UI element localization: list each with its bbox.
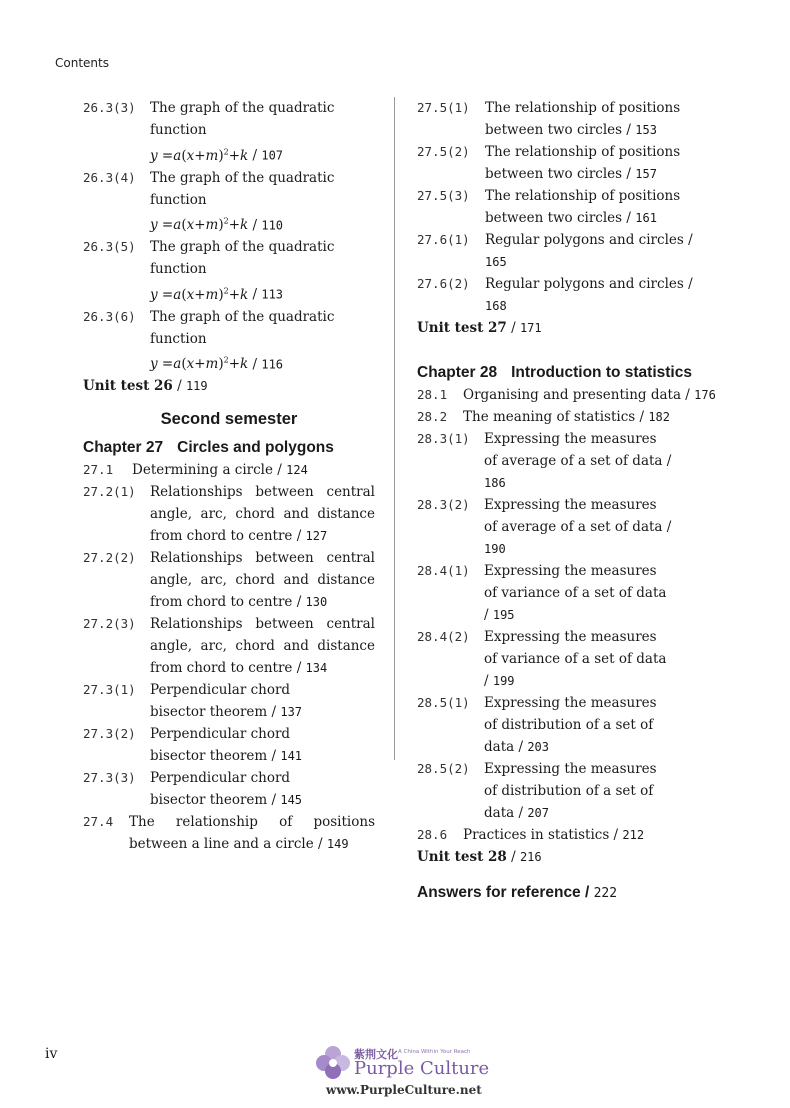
toc-entry-number: 28.1 bbox=[417, 387, 448, 402]
logo-chinese-text: 紫荆文化 bbox=[354, 1048, 398, 1061]
toc-entry[interactable]: 27.3(2) Perpendicular chord bisector theorem / 141 bbox=[83, 723, 375, 767]
toc-entry-page: 176 bbox=[694, 388, 716, 402]
toc-entry-number: 27.5(1) bbox=[417, 100, 470, 115]
chapter-number: Chapter 28 bbox=[417, 364, 498, 381]
toc-entry-page: 207 bbox=[527, 806, 549, 820]
toc-entry-page: 116 bbox=[261, 357, 284, 371]
toc-entry-number: 28.5(2) bbox=[417, 761, 470, 776]
toc-entry-title: Expressing the measures of distribution of a set of data bbox=[484, 695, 657, 755]
toc-entry-title: Relationships between central angle, arc, chord and distance from chord to centre bbox=[150, 616, 375, 676]
toc-entry-number: 28.4(2) bbox=[417, 629, 470, 644]
chapter-title: Introduction to statistics bbox=[511, 364, 692, 381]
toc-entry-number: 27.3(1) bbox=[83, 682, 136, 697]
toc-entry[interactable]: 28.6 Practices in statistics / 212 bbox=[417, 824, 717, 846]
formula: $y =a(x+m)^2+k$ bbox=[150, 216, 249, 233]
toc-entry-title: Determining a circle bbox=[132, 462, 273, 478]
answers-label: Answers for reference bbox=[417, 884, 581, 901]
page-header: Contents bbox=[55, 56, 109, 70]
toc-entry[interactable]: 28.3(2) Expressing the measures of average of a set of data / 190 bbox=[417, 494, 717, 560]
toc-entry-title: The graph of the quadratic function bbox=[150, 169, 335, 208]
toc-entry-number: 28.6 bbox=[417, 827, 448, 842]
toc-group-26-3 bbox=[83, 97, 375, 375]
toc-entry-number: 27.5(2) bbox=[417, 144, 470, 159]
toc-entry-page: 203 bbox=[527, 740, 549, 754]
logo-brand-name: Purple Culture bbox=[354, 1058, 490, 1079]
toc-entry-number: 27.3(3) bbox=[83, 770, 136, 785]
toc-right-column bbox=[417, 97, 717, 905]
toc-entry[interactable]: 26.3(6) The graph of the quadratic function $y =a(x+m)^2+k / 116$ bbox=[83, 306, 375, 376]
toc-entry[interactable]: 28.5(1) Expressing the measures of distribution of a set of data / 203 bbox=[417, 692, 717, 758]
toc-entry-page: 124 bbox=[286, 463, 308, 477]
toc-entry-title: Relationships between central angle, arc, chord and distance from chord to centre bbox=[150, 484, 375, 544]
chapter-27-heading[interactable] bbox=[83, 437, 375, 459]
formula: $y =a(x+m)^2+k$ bbox=[150, 147, 249, 164]
toc-entry-page: 186 bbox=[484, 476, 506, 490]
toc-left-column bbox=[83, 97, 375, 855]
page-number: iv bbox=[45, 1046, 58, 1062]
unit-test-page: 171 bbox=[519, 321, 542, 335]
toc-entry-number: 27.2(3) bbox=[83, 616, 136, 631]
formula: $y =a(x+m)^2+k$ bbox=[150, 286, 249, 303]
toc-entry-title: The relationship of positions between two circles bbox=[485, 188, 681, 226]
toc-entry-number: 28.3(1) bbox=[417, 431, 470, 446]
toc-entry-number: 27.2(2) bbox=[83, 550, 136, 565]
toc-entry-title: Regular polygons and circles bbox=[485, 276, 684, 292]
toc-entry-page: 212 bbox=[622, 828, 645, 842]
toc-entry-number: 26.3(5) bbox=[83, 239, 136, 254]
toc-entry[interactable]: 27.2(3) Relationships between central angle, arc, chord and distance from chord to centre / 134 bbox=[83, 613, 375, 679]
logo-tagline: A China Within Your Reach bbox=[398, 1049, 471, 1055]
toc-entry-title: Perpendicular chord bisector theorem bbox=[150, 682, 291, 720]
toc-entry[interactable]: 27.3(1) Perpendicular chord bisector theorem / 137 bbox=[83, 679, 375, 723]
toc-entry[interactable]: 27.6(1) Regular polygons and circles / 165 bbox=[417, 229, 717, 273]
formula: $y =a(x+m)^2+k$ bbox=[150, 355, 249, 372]
answers-for-reference[interactable]: Answers for reference / 222 bbox=[417, 884, 618, 901]
toc-entry-number: 26.3(4) bbox=[83, 169, 136, 185]
toc-entry-page: 153 bbox=[635, 123, 657, 137]
column-divider bbox=[394, 97, 395, 760]
semester-heading: Second semester bbox=[160, 410, 298, 428]
toc-entry-page: 134 bbox=[305, 661, 328, 675]
toc-entry-title: Organising and presenting data bbox=[463, 387, 682, 403]
chapter-number: Chapter 27 bbox=[83, 439, 164, 456]
toc-entry-page: 130 bbox=[305, 595, 328, 609]
toc-entry[interactable]: 28.2 The meaning of statistics / 182 bbox=[417, 406, 717, 428]
toc-entry[interactable]: 27.5(2) The relationship of positions between two circles / 157 bbox=[417, 141, 717, 185]
toc-entry[interactable]: 28.5(2) Expressing the measures of distribution of a set of data / 207 bbox=[417, 758, 717, 824]
toc-entry-number: 27.2(1) bbox=[83, 484, 136, 499]
toc-entry-page: 141 bbox=[280, 749, 303, 763]
toc-entry-page: 149 bbox=[326, 837, 349, 851]
toc-entry-title: Expressing the measures of variance of a set of data bbox=[484, 629, 667, 667]
toc-entry-title: The relationship of positions between two circles bbox=[485, 144, 681, 182]
toc-entry-title: Expressing the measures of average of a set of data bbox=[484, 497, 663, 535]
toc-entry[interactable]: 27.2(1) Relationships between central angle, arc, chord and distance from chord to centre / 127 bbox=[83, 481, 375, 547]
logo-url: www.PurpleCulture.net bbox=[326, 1083, 482, 1097]
toc-entry-number: 26.3(6) bbox=[83, 308, 136, 324]
toc-entry[interactable]: 27.6(2) Regular polygons and circles / 168 bbox=[417, 273, 717, 317]
toc-entry-title: The graph of the quadratic function bbox=[150, 100, 335, 138]
toc-entry[interactable]: 27.4 The relationship of positions between a line and a circle / 149 bbox=[83, 811, 375, 855]
toc-entry-number: 27.6(1) bbox=[417, 232, 470, 247]
toc-entry-number: 27.5(3) bbox=[417, 188, 470, 203]
toc-entry[interactable]: 28.4(2) Expressing the measures of variance of a set of data / 199 bbox=[417, 626, 717, 692]
toc-entry-page: 145 bbox=[280, 793, 303, 807]
unit-test-28[interactable]: Unit test 28 / 216 bbox=[417, 849, 542, 865]
toc-entry[interactable]: 26.3(4) The graph of the quadratic function $y =a(x+m)^2+k / 110$ bbox=[83, 167, 375, 237]
toc-entry-title: Regular polygons and circles bbox=[485, 232, 684, 248]
toc-entry-page: 195 bbox=[492, 608, 515, 622]
toc-entry-title: Expressing the measures of variance of a set of data bbox=[484, 563, 667, 601]
toc-entry[interactable]: 27.2(2) Relationships between central angle, arc, chord and distance from chord to centre / 130 bbox=[83, 547, 375, 613]
toc-entry-number: 28.5(1) bbox=[417, 695, 470, 710]
toc-entry-number: 27.3(2) bbox=[83, 726, 136, 741]
toc-entry-page: 113 bbox=[261, 287, 284, 302]
toc-entry-title: The meaning of statistics bbox=[463, 409, 636, 425]
answers-page: 222 bbox=[593, 886, 618, 901]
toc-entry-page: 199 bbox=[492, 674, 515, 688]
unit-test-label: Unit test 26 bbox=[83, 378, 173, 394]
unit-test-page: 119 bbox=[185, 379, 208, 393]
toc-entry[interactable]: 27.5(1) The relationship of positions between two circles / 153 bbox=[417, 97, 717, 141]
toc-entry[interactable]: 26.3(3) The graph of the quadratic function $y =a(x+m)^2+k / 107$ bbox=[83, 97, 375, 167]
toc-entry-title: The relationship of positions between two circles bbox=[485, 100, 681, 138]
toc-entry-number: 28.2 bbox=[417, 409, 448, 424]
toc-entry-page: 127 bbox=[305, 529, 328, 543]
toc-entry[interactable]: 28.4(1) Expressing the measures of variance of a set of data / 195 bbox=[417, 560, 717, 626]
toc-entry-title: The graph of the quadratic function bbox=[150, 239, 335, 277]
toc-entry[interactable]: 27.1 Determining a circle / 124 bbox=[83, 459, 375, 481]
toc-entry-page: 137 bbox=[280, 705, 303, 719]
flower-logo-icon bbox=[316, 1045, 350, 1081]
toc-entry-page: 157 bbox=[635, 167, 657, 181]
unit-test-label: Unit test 27 bbox=[417, 320, 507, 336]
toc-entry-page: 161 bbox=[635, 211, 657, 225]
toc-entry-title: The relationship of positions between a line and a circle bbox=[129, 814, 375, 852]
toc-entry-page: 107 bbox=[261, 148, 284, 163]
unit-test-label: Unit test 28 bbox=[417, 849, 507, 865]
toc-entry-page: 190 bbox=[484, 542, 506, 556]
unit-test-27[interactable]: Unit test 27 / 171 bbox=[417, 320, 542, 336]
toc-entry[interactable]: 28.3(1) Expressing the measures of average of a set of data / 186 bbox=[417, 428, 717, 494]
unit-test-page: 216 bbox=[519, 850, 542, 864]
toc-entry[interactable]: 27.5(3) The relationship of positions between two circles / 161 bbox=[417, 185, 717, 229]
toc-entry[interactable]: 27.3(3) Perpendicular chord bisector theorem / 145 bbox=[83, 767, 375, 811]
toc-entry[interactable]: 26.3(5) The graph of the quadratic function $y =a(x+m)^2+k / 113$ bbox=[83, 236, 375, 306]
toc-entry-page: 110 bbox=[261, 218, 284, 232]
toc-entry-title: Perpendicular chord bisector theorem bbox=[150, 770, 291, 808]
toc-entry-number: 27.1 bbox=[83, 462, 114, 477]
toc-entry-number: 26.3(3) bbox=[83, 100, 136, 115]
toc-entry-number: 28.3(2) bbox=[417, 497, 470, 512]
toc-entry-page: 165 bbox=[485, 255, 507, 269]
toc-entry-page: 168 bbox=[485, 299, 507, 313]
toc-entry-title: Relationships between central angle, arc, chord and distance from chord to centre bbox=[150, 550, 375, 610]
toc-entry-title: The graph of the quadratic function bbox=[150, 308, 335, 347]
toc-entry-title: Expressing the measures of average of a set of data bbox=[484, 431, 663, 469]
toc-entry-page: 182 bbox=[648, 410, 671, 424]
chapter-title: Circles and polygons bbox=[177, 439, 334, 456]
toc-entry-title: Perpendicular chord bisector theorem bbox=[150, 726, 291, 764]
unit-test-26[interactable]: Unit test 26 / 119 bbox=[83, 378, 208, 394]
purple-culture-logo bbox=[316, 1045, 490, 1101]
toc-entry-title: Expressing the measures of distribution of a set of data bbox=[484, 761, 657, 821]
toc-entry-number: 28.4(1) bbox=[417, 563, 470, 578]
chapter-28-heading[interactable] bbox=[417, 362, 717, 384]
toc-entry-title: Practices in statistics bbox=[463, 827, 610, 843]
toc-entry[interactable]: 28.1 Organising and presenting data / 176 bbox=[417, 384, 717, 406]
toc-entry-number: 27.4 bbox=[83, 814, 114, 829]
toc-entry-number: 27.6(2) bbox=[417, 276, 470, 291]
